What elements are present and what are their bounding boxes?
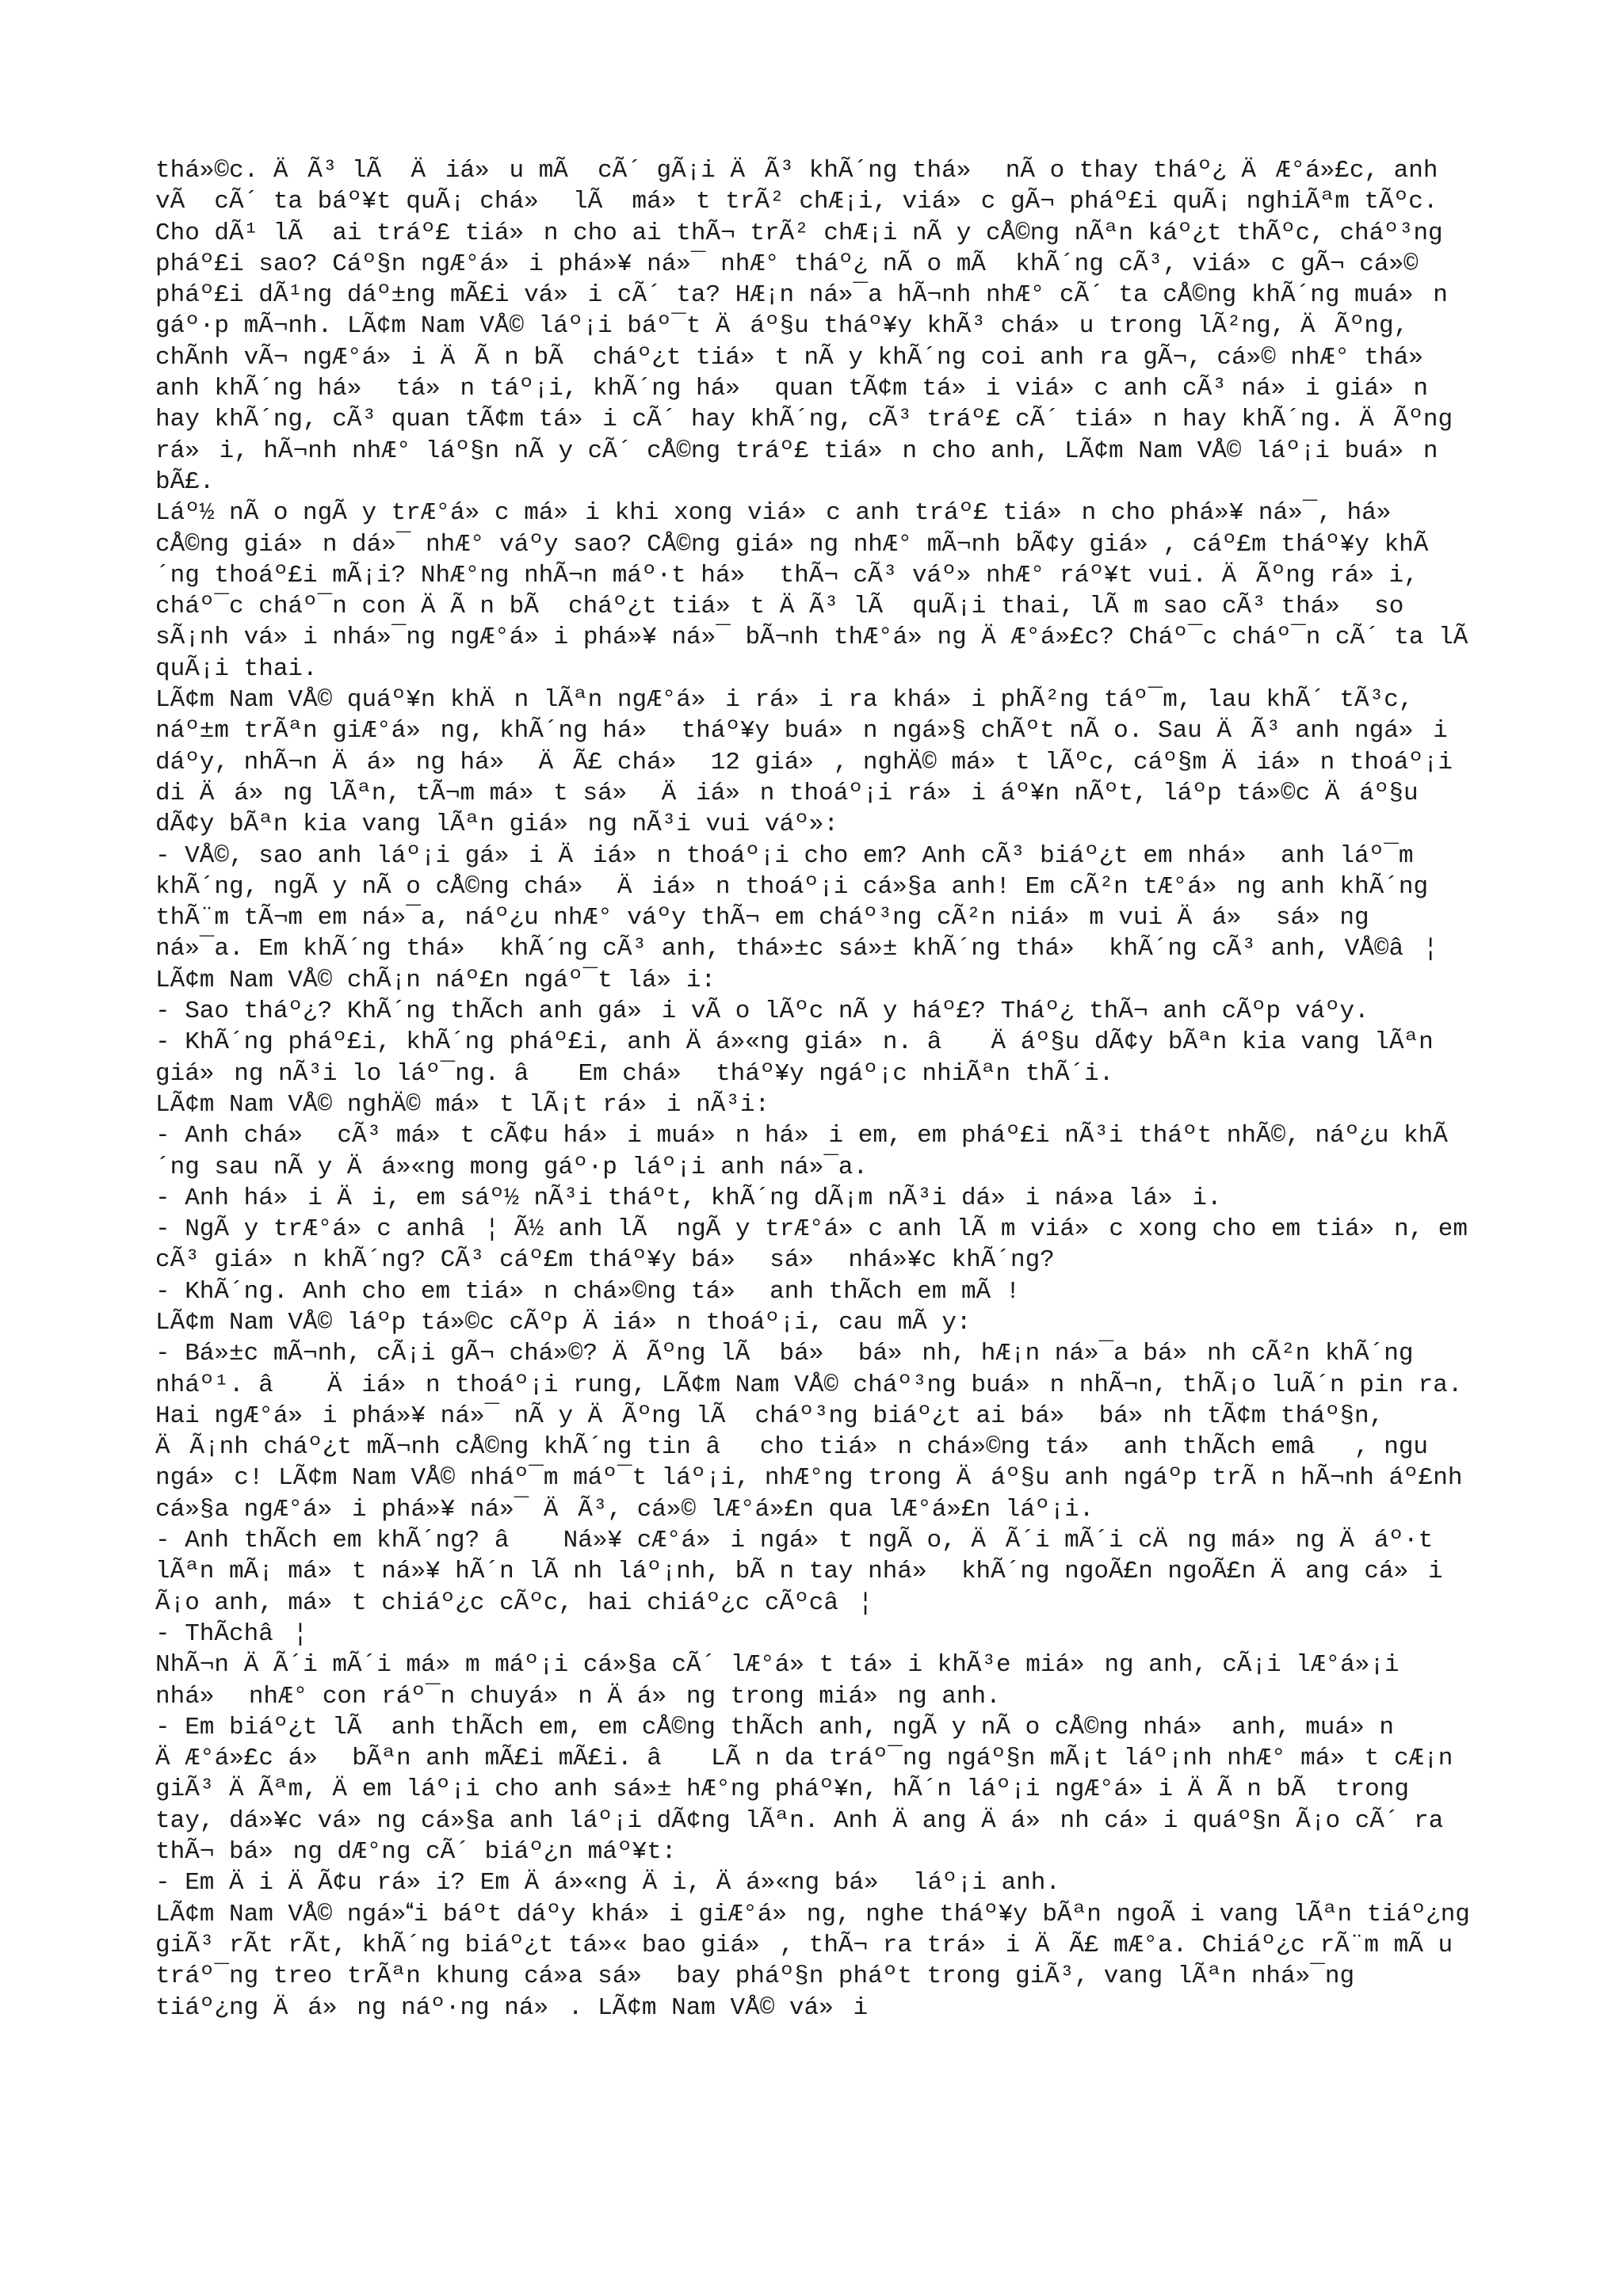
paragraph: LÃ¢m Nam VÅ© láºp tá»©c cÃºp Äiá»n thoáº¡i, cau mÃ y: xyxy=(155,1308,972,1337)
document-page xyxy=(155,155,1498,2263)
paragraph: LÃ¢m Nam VÅ© nghÄ© má»t lÃ¡t rá»i nÃ³i: xyxy=(155,1090,770,1119)
paragraph: - Anh chá» cÃ³ má»t cÃ¢u há»i muá»n há»i em, em pháº£i nÃ³i tháºt nhÃ©, náº¿u khÃ´ng sau nÃ y Äá»«ng mong gáº·p láº¡i anh ná»¯a. xyxy=(155,1122,1448,1181)
paragraph: - Sao tháº¿? KhÃ´ng thÃch anh gá»i vÃ o lÃºc nÃ y háº£? Tháº¿ thÃ¬ anh cÃºp váºy. xyxy=(155,997,1369,1026)
paragraph: - KhÃ´ng pháº£i, khÃ´ng pháº£i, anh Äá»«ng giá»n. â Äáº§u dÃ¢y bÃªn kia vang lÃªn giá»ng nÃ³i lo láº¯ng. â Em chá» tháº¥y ngáº¡c nhiÃªn thÃ´i. xyxy=(155,1028,1449,1088)
paragraph: - Anh há»i Äi, em sáº½ nÃ³i tháºt, khÃ´ng dÃ¡m nÃ³i dá»i ná»a lá»i. xyxy=(155,1184,1222,1212)
paragraph: NhÃ¬n ÄÃ´i mÃ´i má»m máº¡i cá»§a cÃ´ lÆ°á»t tá»i khÃ³e miá»ng anh, cÃ¡i lÆ°á»¡i nhá» nhÆ° con ráº¯n chuyá»n Äá»ng trong miá»ng anh. xyxy=(155,1651,1415,1711)
paragraph: - KhÃ´ng. Anh cho em tiá»n chá»©ng tá» anh thÃch em mÃ ! xyxy=(155,1277,1021,1306)
paragraph: LÃ¢m Nam VÅ© chÃ¡n náº£n ngáº¯t lá»i: xyxy=(155,966,716,994)
paragraph: - NgÃ y trÆ°á»c anhâ¦ Ã½ anh lÃ ngÃ y trÆ°á»c anh lÃ m viá»c xong cho em tiá»n, em cÃ³ giá»n khÃ´ng? CÃ³ cáº£m tháº¥y bá» sá» nhá»¥c khÃ´ng? xyxy=(155,1215,1483,1275)
paragraph: - Bá»±c mÃ¬nh, cÃ¡i gÃ¬ chá»©? ÄÃºng lÃ bá» bá»nh, hÆ¡n ná»¯a bá»nh cÃ²n khÃ´ng nháº¹. â Äiá»n thoáº¡i rung, LÃ¢m Nam VÅ© cháº³ng buá»n nhÃ¬n, thÃ¡o luÃ´n pin ra. Hai ngÆ°á»i phá»¥ ná»¯ nÃ y ÄÃºng lÃ cháº³ng biáº¿t ai bá» bá»nh tÃ¢m tháº§n, ÄÃ¡nh cháº¿t mÃ¬nh cÅ©ng khÃ´ng tin âcho tiá»n chá»©ng tá» anh thÃch emâ, ngu ngá»c! LÃ¢m Nam VÅ© nháº¯m máº¯t láº¡i, nhÆ°ng trong Äáº§u anh ngáºp trÃ n hÃ¬nh áº£nh cá»§a ngÆ°á»i phá»¥ ná»¯ ÄÃ³, cá»© lÆ°á»£n qua lÆ°á»£n láº¡i. xyxy=(155,1340,1478,1524)
paragraph: - VÅ©, sao anh láº¡i gá»i Äiá»n thoáº¡i cho em? Anh cÃ³ biáº¿t em nhá» anh láº¯m khÃ´ng, ngÃ y nÃ o cÅ©ng chá» Äiá»n thoáº¡i cá»§a anh! Em cÃ²n tÆ°á»ng anh khÃ´ng thÃ¨m tÃ¬m em ná»¯a, náº¿u nhÆ° váºy thÃ¬ em cháº³ng cÃ²n niá»m vui Äá» sá»ng ná»¯a. Em khÃ´ng thá» khÃ´ng cÃ³ anh, thá»±c sá»± khÃ´ng thá» khÃ´ng cÃ³ anh, VÅ©â¦ xyxy=(155,841,1443,963)
paragraph: - Anh thÃch em khÃ´ng? â Ná»¥ cÆ°á»i ngá»t ngÃ o, ÄÃ´i mÃ´i cÄng má»ng Äáº·t lÃªn mÃ¡ má»t ná»¥ hÃ´n lÃ nh láº¡nh, bÃ n tay nhá» khÃ´ng ngoÃ£n ngoÃ£n Äang cá»i Ã¡o anh, má»t chiáº¿c cÃºc, hai chiáº¿c cÃºcâ¦ xyxy=(155,1527,1458,1617)
paragraph: - Em biáº¿t lÃ anh thÃch em, em cÅ©ng thÃch anh, ngÃ y nÃ o cÅ©ng nhá» anh, muá»n ÄÆ°á»£c á» bÃªn anh mÃ£i mÃ£i. â LÃ n da tráº¯ng ngáº§n mÃ¡t láº¡nh nhÆ° má»t cÆ¡n giÃ³ ÄÃªm, Äem láº¡i cho anh sá»± hÆ°ng pháº¥n, hÃ´n láº¡i ngÆ°á»i ÄÃ n bÃ trong tay, dá»¥c vá»ng cá»§a anh láº¡i dÃ¢ng lÃªn. Anh Äang Äá»nh cá»i quáº§n Ã¡o cÃ´ ra thÃ¬ bá»ng dÆ°ng cÃ´ biáº¿n máº¥t: xyxy=(155,1713,1468,1867)
paragraph: LÃ¢m Nam VÅ© ngá»i báºt dáºy khá»i giÆ°á»ng, nghe tháº¥y bÃªn ngoÃ i vang lÃªn tiáº¿ng giÃ³ rÃt rÃt, khÃ´ng biáº¿t tá»« bao giá», thÃ¬ ra trá»i ÄÃ£ mÆ°a. Chiáº¿c rÃ¨m mÃ u tráº¯ng treo trÃªn khung cá»a sá» bay pháº§n pháºt trong giÃ³, vang lÃªn nhá»¯ng tiáº¿ng Äá»ng náº·ng ná». LÃ¢m Nam VÅ© vá»i xyxy=(155,1900,1485,2022)
paragraph: - Em Äi ÄÃ¢u rá»i? Em Äá»«ng Äi, Äá»«ng bá» láº¡i anh. xyxy=(155,1869,1060,1897)
paragraph: - ThÃchâ¦ xyxy=(155,1619,308,1648)
paragraph: LÃ¢m Nam VÅ© quáº¥n khÄn lÃªn ngÆ°á»i rá»i ra khá»i phÃ²ng táº¯m, lau khÃ´ tÃ³c, náº±m trÃªn giÆ°á»ng, khÃ´ng há» tháº¥y buá»n ngá»§ chÃºt nÃ o. Sau ÄÃ³ anh ngá»i dáºy, nhÃ¬n Äá»ng há» ÄÃ£ chá» 12 giá», nghÄ© má»t lÃºc, cáº§m Äiá»n thoáº¡i di Äá»ng lÃªn, tÃ¬m má»t sá» Äiá»n thoáº¡i rá»i áº¥n nÃºt, láºp tá»©c Äáº§u dÃ¢y bÃªn kia vang lÃªn giá»ng nÃ³i vui váº»: xyxy=(155,686,1468,839)
paragraph: Láº½ nÃ o ngÃ y trÆ°á»c má»i khi xong viá»c anh tráº£ tiá»n cho phá»¥ ná»¯, há» cÅ©ng giá»n dá»¯ nhÆ° váºy sao? CÅ©ng giá»ng nhÆ° mÃ¬nh bÃ¢y giá», cáº£m tháº¥y khÃ´ng thoáº£i mÃ¡i? NhÆ°ng nhÃ¬n máº·t há» thÃ¬ cÃ³ váº» nhÆ° ráº¥t vui. ÄÃºng rá»i, cháº¯c cháº¯n con ÄÃ n bÃ cháº¿t tiá»t ÄÃ³ lÃ quÃ¡i thai, lÃ m sao cÃ³ thá» so sÃ¡nh vá»i nhá»¯ng ngÆ°á»i phá»¥ ná»¯ bÃ¬nh thÆ°á»ng ÄÆ°á»£c? Cháº¯c cháº¯n cÃ´ ta lÃ quÃ¡i thai. xyxy=(155,499,1498,683)
paragraph: thá»©c. ÄÃ³ lÃ Äiá»u mÃ cÃ´ gÃ¡i ÄÃ³ khÃ´ng thá» nÃ o thay tháº¿ ÄÆ°á»£c, anh vÃ cÃ´ ta báº¥t quÃ¡ chá» lÃ má»t trÃ² chÆ¡i, viá»c gÃ¬ pháº£i quÃ¡ nghiÃªm tÃºc. Cho dÃ¹ lÃ ai tráº£ tiá»n cho ai thÃ¬ trÃ² chÆ¡i nÃ y cÅ©ng nÃªn káº¿t thÃºc, cháº³ng pháº£i sao? Cáº§n ngÆ°á»i phá»¥ ná»¯ nhÆ° tháº¿ nÃ o mÃ khÃ´ng cÃ³, viá»c gÃ¬ cá»© pháº£i dÃ¹ng dáº±ng mÃ£i vá»i cÃ´ ta? HÆ¡n ná»¯a hÃ¬nh nhÆ° cÃ´ ta cÅ©ng khÃ´ng muá»n gáº·p mÃ¬nh. LÃ¢m Nam VÅ© láº¡i báº¯t Äáº§u tháº¥y khÃ³ chá»u trong lÃ²ng, ÄÃºng, chÃnh vÃ¬ ngÆ°á»i ÄÃ n bÃ cháº¿t tiá»t nÃ y khÃ´ng coi anh ra gÃ¬, cá»© nhÆ° thá» anh khÃ´ng há» tá»n táº¡i, khÃ´ng há» quan tÃ¢m tá»i viá»c anh cÃ³ ná»i giá»n hay khÃ´ng, cÃ³ quan tÃ¢m tá»i cÃ´ hay khÃ´ng, cÃ³ tráº£ cÃ´ tiá»n hay khÃ´ng. ÄÃºng rá»i, hÃ¬nh nhÆ° láº§n nÃ y cÃ´ cÅ©ng tráº£ tiá»n cho anh, LÃ¢m Nam VÅ© láº¡i buá»n bÃ£. xyxy=(155,157,1468,496)
